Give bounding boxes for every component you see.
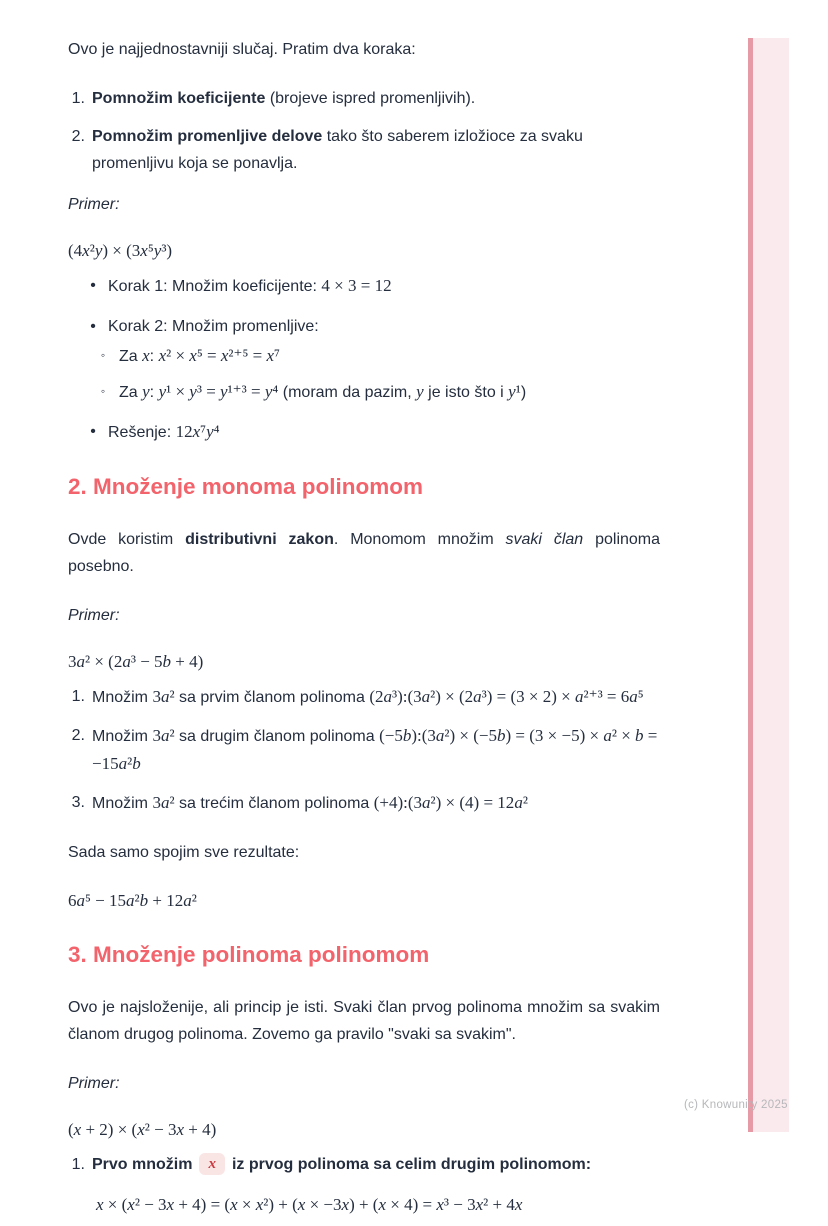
display-math-result2: 6a⁵ − 15a²b + 12a² — [68, 891, 197, 910]
text-run: Rešenje: — [108, 424, 176, 441]
math-run: (+4):(3a²) × (4) = 12a² — [373, 793, 528, 812]
text-run: polinoma posebno. — [68, 531, 661, 575]
page-accent-bar — [748, 38, 789, 1132]
display-math-expr2: 3a² × (2a³ − 5b + 4) — [68, 652, 204, 671]
list-item — [68, 722, 660, 778]
italic-run: svaki član — [505, 531, 584, 548]
copyright-watermark: (c) Knowunity 2025 — [684, 1099, 788, 1111]
primer-label: Primer: — [68, 607, 120, 624]
list-item-text — [119, 378, 660, 406]
list-marker: 1. — [71, 688, 85, 705]
paragraph-combine: Sada samo spojim sve rezultate: — [68, 844, 300, 861]
math-run: 4 × 3 = 12 — [321, 276, 392, 295]
math-run: 12x⁷y⁴ — [175, 422, 220, 441]
list-item — [68, 85, 660, 112]
text-run: sa trećim članom polinoma — [174, 795, 374, 812]
intro-steps-list — [68, 85, 660, 177]
section2-steps-list — [68, 683, 660, 817]
display-math-expr1: (4x²y) × (3x⁵y³) — [68, 241, 173, 260]
bullet-marker: • — [90, 423, 96, 440]
math-run: x² × x⁵ = x²⁺⁵ = x⁷ — [158, 346, 280, 365]
text-run: tako što saberem izložioce za svaku promenljivu koja se ponavlja. — [92, 128, 583, 172]
list-item-text — [92, 789, 660, 817]
list-marker: 2. — [71, 128, 85, 145]
paragraph-section3: Ovo je najsloženije, ali princip je isti. Svaki član prvog polinoma množim sa svakim članom drugog polinoma. Zovemo ga pravilo "svaki sa svakim". — [68, 999, 660, 1043]
math-run: (2a³):(3a²) × (2a³) = (3 × 2) × a²⁺³ = 6a⁵ — [369, 687, 644, 706]
list-item — [68, 1151, 660, 1178]
list-item-text — [108, 418, 660, 446]
text-run: Množim — [92, 728, 153, 745]
list-item-text — [92, 683, 660, 711]
text-run: sa drugim članom polinoma — [174, 728, 380, 745]
text-run: Za — [119, 384, 143, 401]
math-run: 3a² — [152, 793, 175, 812]
bullet-item-korak1 — [68, 272, 660, 300]
math-run: 3a² — [152, 687, 175, 706]
heading-section-3: 3. Množenje polinoma polinomom — [68, 942, 430, 967]
text-run: Množim — [92, 689, 153, 706]
list-marker: 3. — [71, 794, 85, 811]
list-item-text: Korak 2: Množim promenljive: — [108, 318, 319, 335]
list-item-text — [92, 1151, 660, 1178]
list-marker: 1. — [71, 90, 85, 107]
bold-run: distributivni zakon — [185, 531, 334, 548]
bold-run: Pomnožim promenljive delove — [92, 128, 323, 145]
list-item-text — [92, 722, 660, 778]
text-run: (moram da pazim, — [278, 384, 417, 401]
math-run: (−5b):(3a²) × (−5b) = (3 × −5) × a² × b = −15a²b — [92, 726, 658, 773]
math-run: 3a² — [152, 726, 175, 745]
bold-run: iz prvog polinoma sa celim drugim polinomom: — [231, 1156, 592, 1173]
text-run: je isto što i — [423, 384, 509, 401]
bold-run: Prvo množim — [92, 1156, 193, 1173]
text-run: Množim — [92, 795, 153, 812]
sub-bullet-item-za-y — [68, 378, 660, 406]
paragraph-intro: Ovo je najjednostavniji slučaj. Pratim dva koraka: — [68, 41, 416, 58]
math-run: y — [416, 382, 424, 401]
text-run: Za — [119, 348, 143, 365]
bullet-item-resenje — [68, 418, 660, 446]
text-run: sa prvim članom polinoma — [174, 689, 370, 706]
sub-bullet-marker: ◦ — [100, 384, 106, 398]
inline-code-badge-x: x — [199, 1153, 225, 1175]
math-run: y¹ × y³ = y¹⁺³ = y⁴ — [158, 382, 279, 401]
primer-label: Primer: — [68, 196, 120, 213]
list-item — [68, 683, 660, 711]
list-item — [68, 789, 660, 817]
text-run: : — [149, 348, 159, 365]
paragraph-section2 — [68, 526, 660, 580]
primer-label: Primer: — [68, 1075, 120, 1092]
korak2-sub-list — [68, 342, 660, 406]
list-marker: 2. — [71, 727, 85, 744]
text-run: : — [149, 384, 159, 401]
text-run: (brojeve ispred promenljivih). — [265, 90, 476, 107]
document-content — [68, 36, 660, 1226]
sub-bullet-marker: ◦ — [100, 348, 106, 362]
text-run: Korak 1: Množim koeficijente: — [108, 278, 322, 295]
display-math-work: x × (x² − 3x + 4) = (x × x²) + (x × −3x) + (x × 4) = x³ − 3x² + 4x — [96, 1195, 523, 1214]
bullet-marker: • — [90, 318, 96, 335]
sub-bullet-wrap — [68, 342, 660, 406]
list-item-text — [119, 342, 660, 370]
math-run: x — [142, 346, 150, 365]
list-item-text — [108, 272, 660, 300]
list-item-text — [92, 85, 660, 112]
list-item-text — [92, 123, 660, 177]
math-run: y¹ — [508, 382, 521, 401]
list-item — [68, 123, 660, 177]
sub-bullet-item-za-x — [68, 342, 660, 370]
bullet-marker: • — [90, 277, 96, 294]
list-marker: 1. — [71, 1156, 85, 1173]
bullet-item-korak2 — [68, 313, 660, 340]
text-run: Ovde koristim — [68, 531, 186, 548]
bold-run: Pomnožim koeficijente — [92, 90, 266, 107]
section3-steps-list — [68, 1151, 660, 1178]
math-run: y — [142, 382, 150, 401]
text-run: ) — [520, 384, 527, 401]
text-run: . Monomom množim — [333, 531, 506, 548]
heading-section-2: 2. Množenje monoma polinomom — [68, 474, 424, 499]
example1-bullet-list — [68, 272, 660, 446]
display-math-expr3: (x + 2) × (x² − 3x + 4) — [68, 1120, 217, 1139]
